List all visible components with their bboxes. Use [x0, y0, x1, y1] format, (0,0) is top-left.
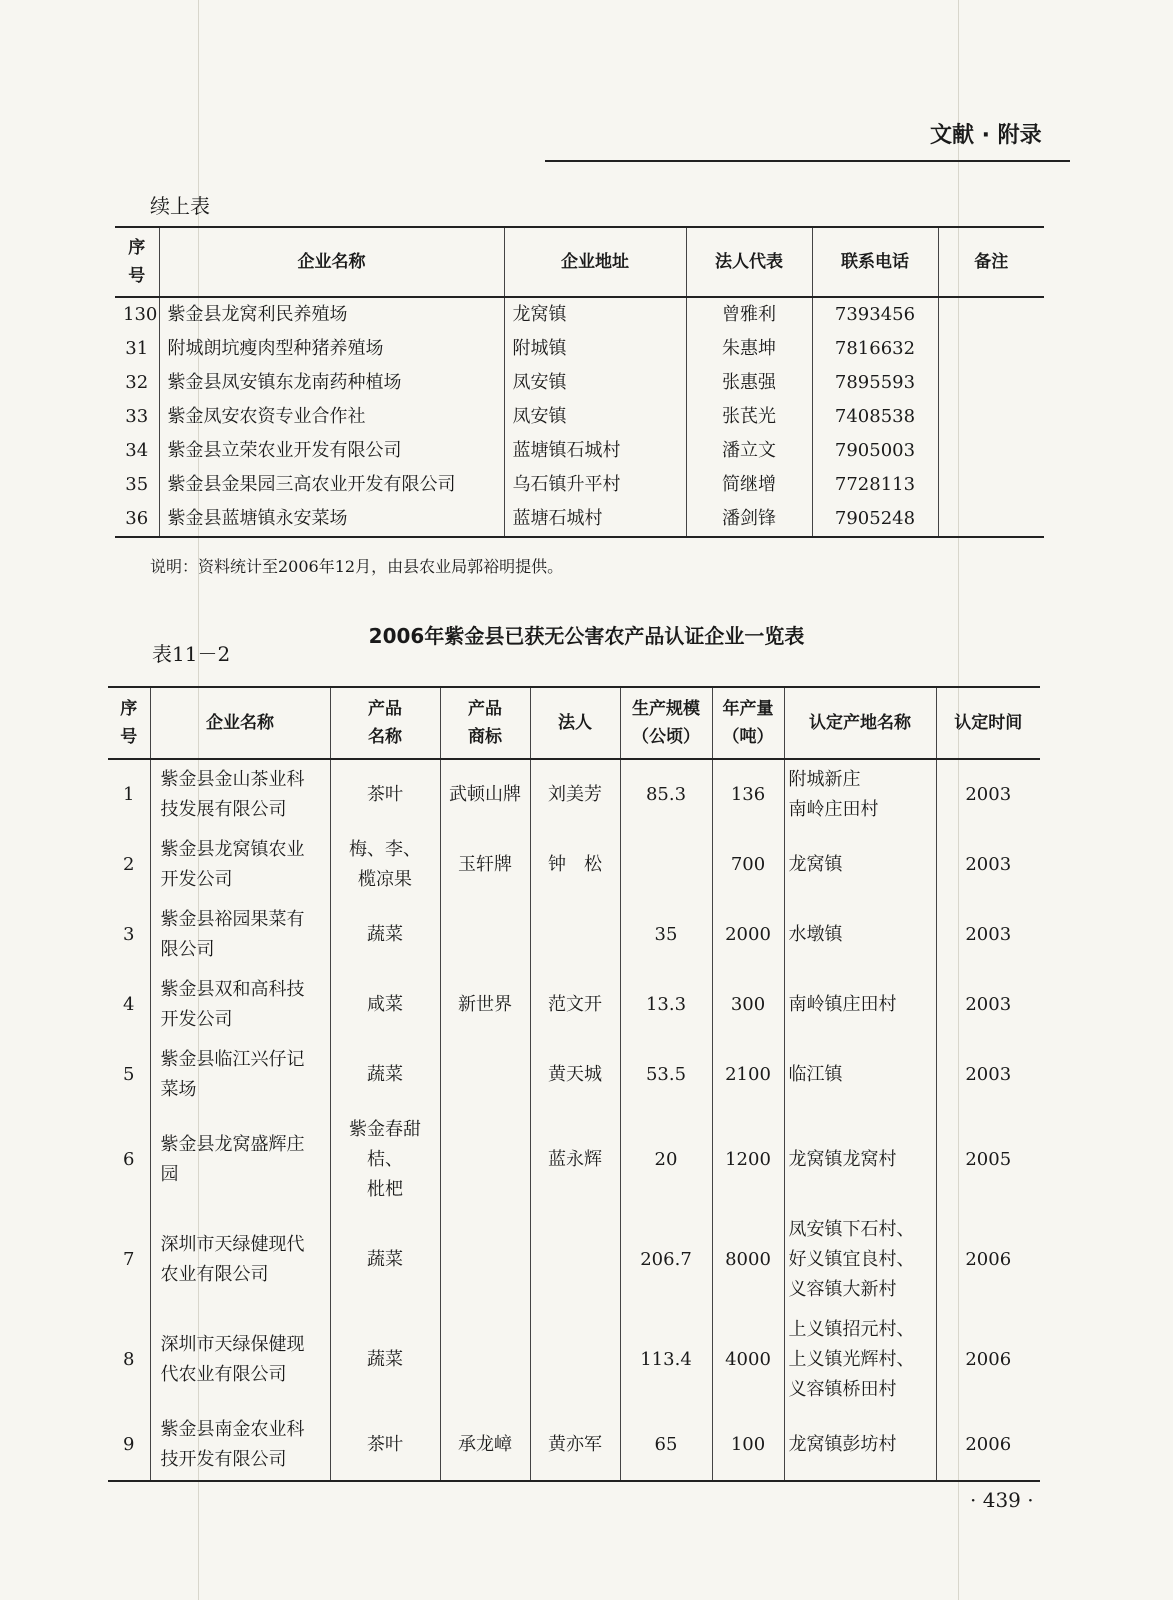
cell-address: 附城镇 [504, 332, 686, 366]
cell-name: 深圳市天绿保健现 代农业有限公司 [150, 1310, 330, 1410]
table-row [115, 400, 1044, 434]
cell-no: 2 [123, 854, 135, 875]
cell-name: 紫金县南金农业科 技开发有限公司 [150, 1410, 330, 1481]
cell-rep [530, 1310, 620, 1410]
cell-no: 8 [123, 1349, 135, 1370]
table1-caption: 续上表 [150, 194, 210, 218]
page-number: · 439 · [970, 1488, 1034, 1512]
cell-phone: 7393456 [812, 297, 938, 332]
cell-product: 蔬菜 [330, 1310, 440, 1410]
cell-name: 紫金县裕园果菜有 限公司 [150, 900, 330, 970]
cell-no: 33 [125, 406, 149, 427]
col-header-rep: 法人代表 [686, 227, 812, 297]
cell-year: 2003 [936, 830, 1040, 900]
table-row [108, 1040, 1040, 1110]
cell-no: 31 [125, 338, 149, 359]
cell-no: 5 [123, 1064, 135, 1085]
cell-remark [938, 468, 1044, 502]
cell-output: 8000 [712, 1210, 784, 1310]
cell-scale: 20 [620, 1110, 712, 1210]
cell-origin: 水墩镇 [784, 900, 936, 970]
cell-brand [440, 1210, 530, 1310]
certification-table [108, 686, 1040, 1482]
cell-origin: 临江镇 [784, 1040, 936, 1110]
cell-origin: 凤安镇下石村、 好义镇宜良村、 义容镇大新村 [784, 1210, 936, 1310]
table-row [108, 830, 1040, 900]
cell-no: 36 [115, 502, 159, 537]
cell-rep: 黄亦军 [530, 1410, 620, 1481]
cell-output: 1200 [712, 1110, 784, 1210]
cell-output: 4000 [712, 1310, 784, 1410]
cell-product: 茶叶 [330, 1410, 440, 1481]
cell-no: 32 [125, 372, 149, 393]
cell-output: 2100 [712, 1040, 784, 1110]
cell-name: 紫金县金果园三高农业开发有限公司 [159, 468, 504, 502]
table2-caption: 表11－2 [152, 642, 231, 666]
cell-rep: 潘立文 [686, 434, 812, 468]
col-header-no: 序 号 [115, 227, 159, 297]
cell-product: 紫金春甜桔、 枇杷 [330, 1110, 440, 1210]
col-header-output: 年产量 （吨） [712, 687, 784, 759]
cell-no: 130 [123, 304, 158, 325]
cell-year: 2006 [936, 1210, 1040, 1310]
cell-name: 紫金凤安农资专业合作社 [159, 400, 504, 434]
cell-product: 茶叶 [330, 759, 440, 830]
table-row [108, 1110, 1040, 1210]
cell-phone: 7816632 [812, 332, 938, 366]
cell-no: 9 [108, 1410, 150, 1481]
table-row [115, 434, 1044, 468]
col-header-scale: 生产规模 （公顷） [620, 687, 712, 759]
cell-brand [440, 1110, 530, 1210]
cell-phone: 7905248 [812, 502, 938, 537]
cell-scale: 13.3 [620, 970, 712, 1040]
col-header-brand: 产品 商标 [440, 687, 530, 759]
cell-address: 凤安镇 [504, 400, 686, 434]
cell-address: 乌石镇升平村 [504, 468, 686, 502]
header-rule [545, 160, 1070, 162]
table-row [108, 970, 1040, 1040]
cell-remark [938, 502, 1044, 537]
table-row [108, 900, 1040, 970]
table-row [108, 1210, 1040, 1310]
col-header-name: 企业名称 [159, 227, 504, 297]
cell-origin: 龙窝镇彭坊村 [784, 1410, 936, 1481]
cell-name: 深圳市天绿健现代 农业有限公司 [150, 1210, 330, 1310]
cell-output: 2000 [712, 900, 784, 970]
cell-remark [938, 297, 1044, 332]
cell-no: 4 [123, 994, 135, 1015]
cell-product: 蔬菜 [330, 1210, 440, 1310]
cell-name: 紫金县金山茶业科 技发展有限公司 [150, 759, 330, 830]
cell-rep: 蓝永辉 [530, 1110, 620, 1210]
cell-name: 紫金县立荣农业开发有限公司 [159, 434, 504, 468]
cell-product: 梅、李、 榄凉果 [330, 830, 440, 900]
cell-scale: 85.3 [620, 759, 712, 830]
cell-name: 紫金县凤安镇东龙南药种植场 [159, 366, 504, 400]
col-header-name: 企业名称 [150, 687, 330, 759]
cell-brand: 承龙嶂 [440, 1410, 530, 1481]
table-row [115, 468, 1044, 502]
cell-address: 凤安镇 [504, 366, 686, 400]
cell-output: 100 [712, 1410, 784, 1481]
cell-name: 紫金县龙窝镇农业 开发公司 [150, 830, 330, 900]
cell-rep: 张芪光 [686, 400, 812, 434]
cell-name: 紫金县龙窝盛辉庄 园 [150, 1110, 330, 1210]
cell-year: 2003 [936, 900, 1040, 970]
cell-phone: 7905003 [812, 434, 938, 468]
cell-scale: 53.5 [620, 1040, 712, 1110]
cell-year: 2006 [936, 1310, 1040, 1410]
cell-product: 蔬菜 [330, 1040, 440, 1110]
cell-origin: 龙窝镇 [784, 830, 936, 900]
cell-scale [620, 830, 712, 900]
section-header: 文献 · 附录 [930, 123, 1042, 148]
col-header-origin: 认定产地名称 [784, 687, 936, 759]
enterprise-table [115, 226, 1044, 538]
cell-rep: 刘美芳 [530, 759, 620, 830]
cell-rep [530, 900, 620, 970]
cell-brand: 玉轩牌 [440, 830, 530, 900]
col-header-address: 企业地址 [504, 227, 686, 297]
cell-year: 2006 [936, 1410, 1040, 1481]
cell-name: 紫金县龙窝利民养殖场 [159, 297, 504, 332]
table-row [115, 332, 1044, 366]
table1-header-row [115, 227, 1044, 297]
table-row [115, 366, 1044, 400]
cell-product: 蔬菜 [330, 900, 440, 970]
cell-name: 紫金县蓝塘镇永安菜场 [159, 502, 504, 537]
cell-brand: 新世界 [440, 970, 530, 1040]
col-header-year: 认定时间 [936, 687, 1040, 759]
table-row [108, 1410, 1040, 1481]
col-header-no: 序 号 [108, 687, 150, 759]
cell-year: 2003 [936, 970, 1040, 1040]
cell-output: 700 [712, 830, 784, 900]
cell-no: 7 [123, 1249, 135, 1270]
cell-brand [440, 900, 530, 970]
col-header-remark: 备注 [938, 227, 1044, 297]
cell-no: 3 [123, 924, 135, 945]
table-row [115, 502, 1044, 537]
cell-remark [938, 366, 1044, 400]
cell-no: 34 [125, 440, 149, 461]
col-header-rep: 法人 [530, 687, 620, 759]
cell-origin: 附城新庄 南岭庄田村 [784, 759, 936, 830]
cell-product: 咸菜 [330, 970, 440, 1040]
cell-year: 2003 [936, 1040, 1040, 1110]
cell-remark [938, 434, 1044, 468]
cell-brand [440, 1040, 530, 1110]
table2-header-row [108, 687, 1040, 759]
col-header-product: 产品 名称 [330, 687, 440, 759]
cell-origin: 南岭镇庄田村 [784, 970, 936, 1040]
cell-phone: 7408538 [812, 400, 938, 434]
cell-remark [938, 332, 1044, 366]
cell-phone: 7895593 [812, 366, 938, 400]
cell-name: 紫金县双和高科技 开发公司 [150, 970, 330, 1040]
cell-no: 35 [125, 474, 149, 495]
cell-rep: 朱惠坤 [686, 332, 812, 366]
cell-origin: 上义镇招元村、 上义镇光辉村、 义容镇桥田村 [784, 1310, 936, 1410]
cell-no: 6 [123, 1149, 135, 1170]
cell-year: 2005 [936, 1110, 1040, 1210]
table2-title: 2006年紫金县已获无公害农产品认证企业一览表 [368, 624, 805, 648]
cell-name: 紫金县临江兴仔记 菜场 [150, 1040, 330, 1110]
cell-origin: 龙窝镇龙窝村 [784, 1110, 936, 1210]
cell-year: 2003 [936, 759, 1040, 830]
table1-note: 说明：资料统计至2006年12月，由县农业局郭裕明提供。 [150, 557, 564, 576]
cell-rep: 钟 松 [530, 830, 620, 900]
cell-no: 1 [123, 784, 135, 805]
cell-rep: 曾雅利 [686, 297, 812, 332]
cell-scale: 113.4 [620, 1310, 712, 1410]
cell-rep: 简继增 [686, 468, 812, 502]
cell-remark [938, 400, 1044, 434]
cell-output: 300 [712, 970, 784, 1040]
col-header-phone: 联系电话 [812, 227, 938, 297]
cell-rep: 范文开 [530, 970, 620, 1040]
cell-scale: 35 [620, 900, 712, 970]
cell-address: 蓝塘镇石城村 [504, 434, 686, 468]
table-row [108, 1310, 1040, 1410]
cell-name: 附城朗坑瘦肉型种猪养殖场 [159, 332, 504, 366]
cell-address: 蓝塘石城村 [504, 502, 686, 537]
cell-rep [530, 1210, 620, 1310]
table-row [108, 759, 1040, 830]
cell-scale: 206.7 [620, 1210, 712, 1310]
cell-phone: 7728113 [812, 468, 938, 502]
cell-brand: 武顿山牌 [440, 759, 530, 830]
cell-brand [440, 1310, 530, 1410]
cell-rep: 张惠强 [686, 366, 812, 400]
cell-scale: 65 [620, 1410, 712, 1481]
cell-address: 龙窝镇 [504, 297, 686, 332]
cell-rep: 潘剑锋 [686, 502, 812, 537]
table-row [115, 297, 1044, 332]
cell-rep: 黄天城 [530, 1040, 620, 1110]
cell-output: 136 [712, 759, 784, 830]
